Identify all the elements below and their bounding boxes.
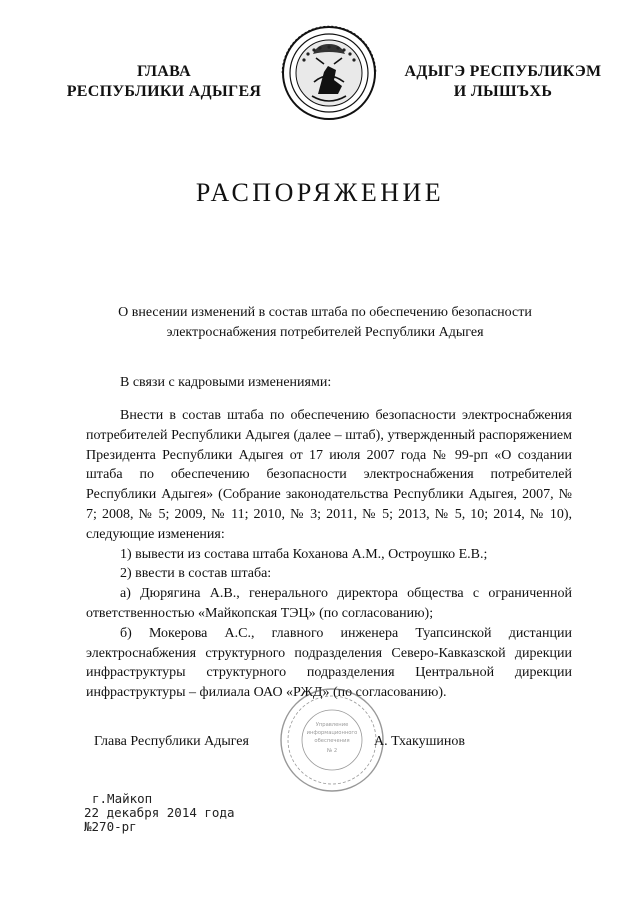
coat-of-arms-emblem-icon xyxy=(274,24,384,122)
document-body xyxy=(86,406,572,703)
document-subject xyxy=(80,303,570,343)
footer-place: г.Майкоп xyxy=(92,791,153,806)
subject-line2: электроснабжения потребителей Республики Адыгея xyxy=(166,325,484,340)
item-2a: а) Дюрягина А.В., генерального директора общества с ограниченной ответственностью «Майкопская ТЭЦ» (по согласованию); xyxy=(86,586,572,621)
header-left-line2: РЕСПУБЛИКИ АДЫГЕЯ xyxy=(66,83,262,100)
document-title: РАСПОРЯЖЕНИЕ xyxy=(195,178,445,207)
footer-date: 22 декабря 2014 года xyxy=(84,805,235,820)
footer-number: №270-рг xyxy=(84,819,137,834)
subject-line1: О внесении изменений в состав штаба по обеспечению безопасности xyxy=(118,305,532,320)
svg-text:обеспечения: обеспечения xyxy=(314,738,350,744)
item-2b: б) Мокерова А.С., главного инженера Туапсинской дистанции электроснабжения структурного подразделения Северо-Кавказской дирекции инфраструктуры структурного подразделения Центральной дирекции инфраструктуры – филиала ОАО «РЖД» (по согласованию). xyxy=(86,625,572,701)
signature-position: Глава Республики Адыгея xyxy=(94,734,249,749)
svg-text:информационного: информационного xyxy=(306,730,358,736)
item-2: 2) ввести в состав штаба: xyxy=(120,566,272,582)
svg-text:Управление: Управление xyxy=(315,722,349,728)
header-left-line1: ГЛАВА xyxy=(137,63,191,80)
main-paragraph: Внести в состав штаба по обеспечению безопасности электроснабжения потребителей Республики Адыгея (далее – штаб), утвержденный распоряжением Президента Республики Адыгея от 17 июля 2007 года № 99-рп «О создании штаба по обеспечению безопасности электроснабжения потребителей Республики Адыгея» (Собрание законодательства Республики Адыгея, 2007, № 7; 2008, № 5; 2009, № 11; 2010, № 3; 2011, № 5; 2013, № 5, 10; 2014, № 10), следующие изменения: xyxy=(86,408,572,542)
signature-name: А. Тхакушинов xyxy=(374,734,465,749)
header-left-block xyxy=(48,62,280,102)
item-1: 1) вывести из состава штаба Коханова А.М., Остроушко Е.В.; xyxy=(120,546,488,562)
intro-text: В связи с кадровыми изменениями: xyxy=(120,375,332,390)
header-right-line1: АДЫГЭ РЕСПУБЛИКЭМ xyxy=(404,63,602,80)
svg-text:№ 2: № 2 xyxy=(326,748,338,754)
header-right-line2: И ЛЫШЪХЬ xyxy=(453,83,553,100)
official-round-stamp-icon xyxy=(278,686,386,794)
header-right-block xyxy=(398,62,608,102)
